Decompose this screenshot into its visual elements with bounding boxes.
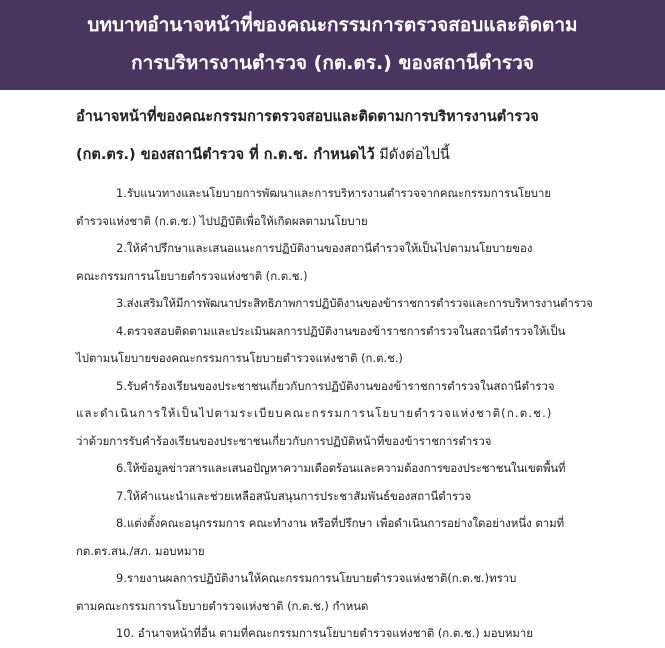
- duty-item-5-line-3: ว่าด้วยการรับคำร้องเรียนของประชาชนเกี่ยวกับการปฏิบัติหน้าที่ของข้าราชการตำรวจ: [76, 433, 492, 448]
- duty-item-10-line-1: 10. อำนาจหน้าที่อื่น ตามที่คณะกรรมการนโยบายตำรวจแห่งชาติ (ก.ต.ช.) มอบหมาย: [116, 626, 533, 640]
- duty-item-7: [76, 483, 656, 511]
- duty-item-10: [76, 620, 656, 648]
- intro-heading-text-2-rest: มีดังต่อไปนี้: [374, 147, 450, 163]
- duty-item-2-line-1: 2.ให้คำปรึกษาและเสนอแนะการปฏิบัติงานของสถานีตำรวจให้เป็นไปตามนโยบายของ: [116, 241, 533, 255]
- duty-item-5: [76, 373, 656, 456]
- intro-heading-text-2-bold: (กต.ตร.) ของสถานีตำรวจ ที่ ก.ต.ช. กำหนดไว้: [76, 147, 375, 163]
- intro-heading-text-1: อำนาจหน้าที่ของคณะกรรมการตรวจสอบและติดตามการบริหารงานตำรวจ: [76, 109, 539, 125]
- duty-item-7-line-1: 7.ให้คำแนะนำและช่วยเหลือสนับสนุนการประชาสัมพันธ์ของสถานีตำรวจ: [116, 488, 472, 503]
- title-banner: [0, 0, 665, 90]
- intro-heading-line-2: [76, 138, 656, 172]
- duty-item-9-line-1: 9.รายงานผลการปฏิบัติงานให้คณะกรรมการนโยบายตำรวจแห่งชาติ(ก.ต.ช.)ทราบ: [116, 571, 517, 585]
- banner-title-line-1: บทบาทอำนาจหน้าที่ของคณะกรรมการตรวจสอบและติดตาม: [87, 14, 578, 36]
- duty-item-1-line-1: 1.รับแนวทางและนโยบายการพัฒนาและการบริหารงานตำรวจจากคณะกรรมการนโยบาย: [116, 186, 552, 200]
- duty-item-2: [76, 235, 656, 290]
- duty-item-9: [76, 565, 656, 620]
- intro-heading-line-1: [76, 100, 656, 134]
- duty-item-8-line-1: 8.แต่งตั้งคณะอนุกรรมการ คณะทำงาน หรือที่ปรึกษา เพื่อดำเนินการอย่างใดอย่างหนึ่ง ตามที่: [116, 516, 565, 530]
- duty-item-8: [76, 510, 656, 565]
- duty-item-4-line-1: 4.ตรวจสอบติดตามและประเมินผลการปฏิบัติงานของข้าราชการตำรวจในสถานีตำรวจให้เป็น: [116, 323, 566, 338]
- duty-item-1: [76, 180, 656, 235]
- duty-item-8-line-2: กต.ตร.สน./สภ. มอบหมาย: [76, 543, 205, 558]
- duty-item-5-line-1: 5.รับคำร้องเรียนของประชาชนเกี่ยวกับการปฏิบัติงานของข้าราชการตำรวจในสถานีตำรวจ: [116, 378, 555, 393]
- duty-item-9-line-2: ตามคณะกรรมการนโยบายตำรวจแห่งชาติ (ก.ต.ช.) กำหนด: [76, 598, 369, 613]
- duty-item-6: [76, 455, 656, 483]
- duty-item-1-line-2: ตำรวจแห่งชาติ (ก.ต.ช.) ไปปฏิบัติเพื่อให้เกิดผลตามนโยบาย: [76, 213, 368, 228]
- duty-item-4: [76, 318, 656, 373]
- duty-item-4-line-2: ไปตามนโยบายของคณะกรรมการนโยบายตำรวจแห่งชาติ (ก.ต.ช.): [76, 351, 403, 365]
- duty-item-5-line-2: และดำเนินการให้เป็นไปตามระเบียบคณะกรรมการนโยบายตำรวจแห่งชาติ(ก.ต.ช.): [76, 406, 553, 420]
- document-body: [76, 100, 656, 648]
- banner-title-line-2: การบริหารงานตำรวจ (กต.ตร.) ของสถานีตำรวจ: [131, 52, 534, 74]
- duty-item-3: [76, 290, 656, 318]
- duty-item-6-line-1: 6.ให้ข้อมูลข่าวสารและเสนอปัญหาความเดือดร้อนและความต้องการของประชาชนในเขตพื้นที่: [116, 461, 566, 475]
- duty-item-2-line-2: คณะกรรมการนโยบายตำรวจแห่งชาติ (ก.ต.ช.): [76, 268, 308, 283]
- duty-item-3-line-1: 3.ส่งเสริมให้มีการพัฒนาประสิทธิภาพการปฏิบัติงานของข้าราชการตำรวจและการบริหารงานตำรวจ: [116, 296, 593, 310]
